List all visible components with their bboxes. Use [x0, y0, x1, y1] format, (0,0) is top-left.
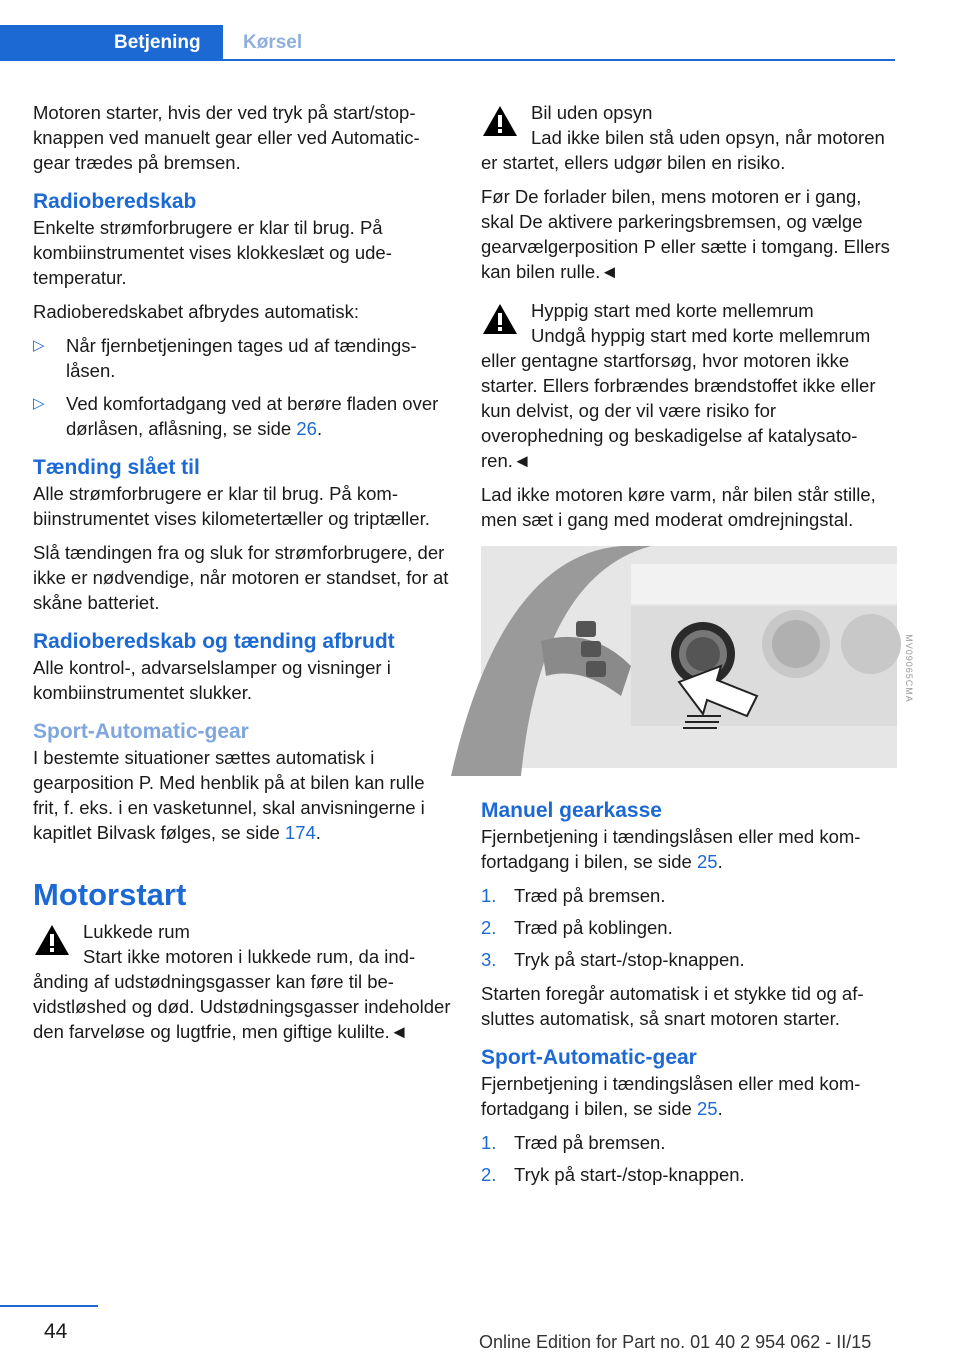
footer-rule — [0, 1305, 98, 1307]
tab-korsel[interactable]: Kørsel — [243, 32, 303, 53]
left-column — [33, 100, 453, 1053]
step-item — [481, 915, 896, 940]
step-number: 3. — [481, 949, 497, 970]
warning-triangle-icon — [481, 104, 519, 138]
step-item — [481, 1130, 896, 1155]
warning-title: Lukkede rum — [83, 921, 190, 942]
list-item-text: Ved komfortadgang ved at berøre fladen over dørlåsen, aflåsning, se side — [66, 393, 439, 439]
bullet-list — [33, 333, 453, 441]
list-item — [33, 333, 453, 383]
warning-block — [481, 100, 896, 175]
paragraph: Alle strømforbrugere er klar til brug. På kombiinstrumentet vises kilometertæller og triptæller. — [33, 483, 430, 529]
heading-taending-slaaet-til: Tænding slået til — [33, 456, 200, 479]
step-item — [481, 883, 896, 908]
warning-text: Start ikke motoren i lukkede rum, da indånding af udstødningsgasser kan føre til bevidstløshed og død. Udstødningsgasser indeholder den farveløse og lugtfrie, men giftige kulilte.◄ — [33, 946, 451, 1042]
heading-sport-automatic-gear: Sport-Automatic-gear — [33, 720, 249, 743]
paragraph: Før De forlader bilen, mens motoren er i gang, skal De aktivere parkeringsbremsen, og vælge gearvælgerposition P eller sætte i tomgang. Ellers kan bilen rulle.◄ — [481, 186, 890, 282]
right-column — [481, 100, 915, 1196]
paragraph — [481, 1071, 896, 1121]
punctuation: . — [315, 822, 321, 843]
list-item — [33, 391, 453, 441]
triangle-right-icon: ▷ — [33, 395, 45, 412]
warning-text: Lad ikke bilen stå uden opsyn, når motoren er startet, ellers udgør bilen en risiko. — [481, 127, 885, 173]
paragraph — [481, 824, 896, 874]
edition-text: Online Edition for Part no. 01 40 2 954 062 - II/15 — [479, 1332, 872, 1352]
page-link-174[interactable]: 174 — [284, 822, 316, 843]
start-stop-button-figure — [481, 546, 915, 768]
paragraph — [33, 745, 453, 845]
paragraph: Alle kontrol-, advarselslamper og visninger i kombiinstrumentet slukker. — [33, 657, 391, 703]
warning-text: Undgå hyppig start med korte mellemrum eller gentagne startforsøg, hvor motoren ikke starter. Ellers forbrændes brændstoffet ikke eller kun delvist, og der vil være risiko for overophedning og beskadigelse af katalysatoren.◄ — [481, 325, 876, 471]
punctuation: . — [316, 418, 323, 439]
paragraph-text: Fjernbetjening i tændingslåsen eller med komfortadgang i bilen, se side — [481, 826, 861, 872]
warning-title: Hyppig start med korte mellemrum — [531, 300, 814, 321]
step-item — [481, 947, 896, 972]
paragraph-text: Fjernbetjening i tændingslåsen eller med komfortadgang i bilen, se side — [481, 1073, 861, 1119]
page-link-25[interactable]: 25 — [696, 1098, 718, 1119]
warning-title: Bil uden opsyn — [531, 102, 653, 123]
paragraph: Slå tændingen fra og sluk for strømforbrugere, der ikke er nødvendige, når motoren er standset, for at skåne batteriet. — [33, 542, 449, 613]
heading-motorstart: Motorstart — [33, 877, 187, 912]
steering-wheel-illustration — [481, 546, 897, 768]
step-number: 2. — [481, 1164, 497, 1185]
step-item — [481, 1162, 896, 1187]
warning-triangle-icon — [481, 302, 519, 336]
step-number: 1. — [481, 1132, 497, 1153]
paragraph: Radioberedskabet afbrydes automatisk: — [33, 301, 359, 322]
steps-list — [481, 883, 896, 972]
triangle-right-icon: ▷ — [33, 337, 45, 354]
heading-radio-og-taending-afbrudt: Radioberedskab og tænding afbrudt — [33, 630, 395, 653]
step-number: 1. — [481, 885, 497, 906]
paragraph: Enkelte strømforbrugere er klar til brug. På kombiinstrumentet vises klokkeslæt og udetemperatur. — [33, 217, 392, 288]
step-text: Tryk på start-/stop-knappen. — [514, 949, 745, 970]
warning-block — [481, 298, 896, 473]
heading-radioberedskab: Radioberedskab — [33, 190, 197, 213]
figure-code: MV09065CMA — [904, 634, 915, 703]
steps-list — [481, 1130, 896, 1187]
list-item-text: Når fjernbetjeningen tages ud af tændingslåsen. — [66, 335, 417, 381]
step-text: Træd på bremsen. — [514, 1132, 666, 1153]
step-number: 2. — [481, 917, 497, 938]
paragraph-text: I bestemte situationer sættes automatisk i gearposition P. Med henblik på at bilen kan rulle frit, f. eks. i en vasketunnel, skal anvisningerne i kapitlet Bilvask følges, se side — [33, 747, 425, 843]
punctuation: . — [717, 1098, 723, 1119]
paragraph: Starten foregår automatisk i et stykke tid og afsluttes automatisk, så snart motoren starter. — [481, 983, 864, 1029]
page-link-26[interactable]: 26 — [296, 418, 317, 439]
warning-block — [33, 919, 453, 1044]
warning-triangle-icon — [33, 923, 71, 957]
tab-betjening[interactable]: Betjening — [0, 25, 223, 61]
page-link-25[interactable]: 25 — [696, 851, 718, 872]
step-text: Tryk på start-/stop-knappen. — [514, 1164, 745, 1185]
heading-sport-automatic-gear: Sport-Automatic-gear — [481, 1046, 697, 1069]
chapter-tabs — [0, 25, 895, 61]
heading-manuel-gearkasse: Manuel gearkasse — [481, 799, 662, 822]
step-text: Træd på bremsen. — [514, 885, 666, 906]
page-number: 44 — [44, 1320, 68, 1343]
punctuation: . — [717, 851, 723, 872]
intro-paragraph: Motoren starter, hvis der ved tryk på start/stop-knappen ved manuelt gear eller ved Automatic-gear trædes på bremsen. — [33, 102, 420, 173]
paragraph: Lad ikke motoren køre varm, når bilen står stille, men sæt i gang med moderat omdrejningstal. — [481, 484, 876, 530]
step-text: Træd på koblingen. — [514, 917, 673, 938]
